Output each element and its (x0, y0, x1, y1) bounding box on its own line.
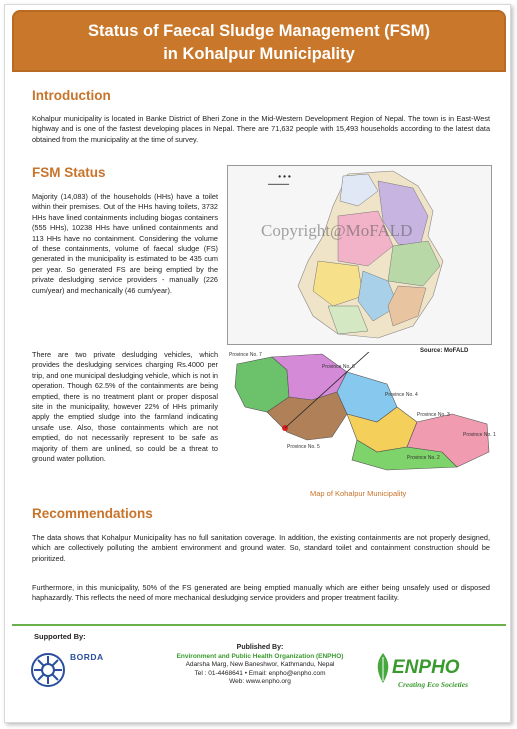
province-label-5: Province No. 5 (287, 444, 320, 450)
borda-logo (30, 648, 128, 696)
map-source: Source: MoFALD (420, 348, 469, 354)
municipality-map-graphic (228, 166, 491, 344)
publisher-contact: Tel : 01-4468641 • Email: enpho@enpho.com (194, 669, 326, 677)
map-caption: Map of Kohalpur Municipality (310, 489, 407, 498)
recommendations-para-1: The data shows that Kohalpur Municipality has no full sanitation coverage. In addition, the existing containments are not properly designed, which are collectively polluting the ambient environment and ground water. So, standard toilet and containment construction should be prioritized. (32, 533, 490, 563)
leaf-drop-icon (374, 651, 392, 685)
introduction-text: Kohalpur municipality is located in Banke District of Bheri Zone in the Mid-Western Development Region of Nepal. The town is in East-West highway and is one of the fastest developing places in Nepal. There are 71,632 people with 15,493 households according to the latest data obtained from the municipality at the time of survey. (32, 114, 490, 144)
recommendations-para-2: Furthermore, in this municipality, 50% of the FS generated are being emptied manually which are either being unsafely used or disposed haphazardly. This reflects the need of more mechanical desludging service providers and proper treatment facility. (32, 583, 490, 603)
introduction-heading: Introduction (32, 88, 111, 103)
svg-text:● ● ●: ● ● ● (278, 174, 292, 180)
enpho-tagline: Creating Eco Societies (398, 680, 468, 689)
recommendations-heading: Recommendations (32, 506, 153, 521)
publisher-block (145, 644, 375, 687)
title-line-2: in Kohalpur Municipality (163, 45, 355, 63)
enpho-logo (372, 645, 492, 695)
municipality-map (227, 165, 492, 345)
province-label-6: Province No. 6 (322, 364, 355, 370)
fsm-status-para-1: Majority (14,083) of the households (HHs) have a toilet within their premises. Out of the HHs having toilets, 3732 HHs have lined containments including biogas containers (555 HHs), 10238 HHs have unlined containments and 113 HHs have no containment. Considering the volume of these containments, volume of faecal sludge (FS) generated in the municipality is estimated to be 435 cum per year. So generated FS are being emptied by the private desludging service providers - manually (226 cum/year) and mechanically (46 cum/year). (32, 192, 218, 295)
title-banner (12, 10, 506, 72)
publisher-address: Adarsha Marg, New Baneshwor, Kathmandu, Nepal (185, 661, 335, 669)
province-label-3: Province No. 3 (417, 412, 450, 418)
title-line-1: Status of Faecal Sludge Management (FSM) (88, 22, 430, 40)
supported-by-label: Supported By: (34, 632, 86, 641)
publisher-web: Web: www.enpho.org (229, 678, 291, 686)
svg-text:━━━━━━━: ━━━━━━━ (268, 182, 290, 188)
enpho-wordmark: ENPHO (392, 657, 460, 678)
fsm-status-para-2: There are two private desludging vehicles, which provides the desludging services charging Rs.4000 per trip, and one municipal desludging vehicle, which is not in operation. Though 62.5% of the containments are being emptied, there is no treatment plant or proper disposal site in the municipality, however 22% of HHs primarily apply the emptied sludge into the farmland indicating unsafe use. Also, those containments which are not emptied, do not necessarily represent to be safe as majority of them are unlined, so could be a threat to ground water pollution. (32, 350, 218, 464)
footer-divider (12, 624, 506, 626)
borda-emblem-icon (30, 652, 66, 688)
nepal-map-graphic (227, 352, 497, 482)
map-watermark: Copyright@MoFALD (261, 221, 413, 240)
province-label-2: Province No. 2 (407, 455, 440, 461)
nepal-province-map (227, 352, 497, 482)
province-label-7: Province No. 7 (229, 352, 262, 358)
publisher-org: Environment and Public Health Organization (ENPHO) (176, 652, 344, 660)
published-by-label: Published By: (236, 644, 284, 651)
borda-text: BORDA (70, 652, 104, 662)
province-label-1: Province No. 1 (463, 432, 496, 438)
province-label-4: Province No. 4 (385, 392, 418, 398)
fsm-status-heading: FSM Status (32, 165, 106, 180)
